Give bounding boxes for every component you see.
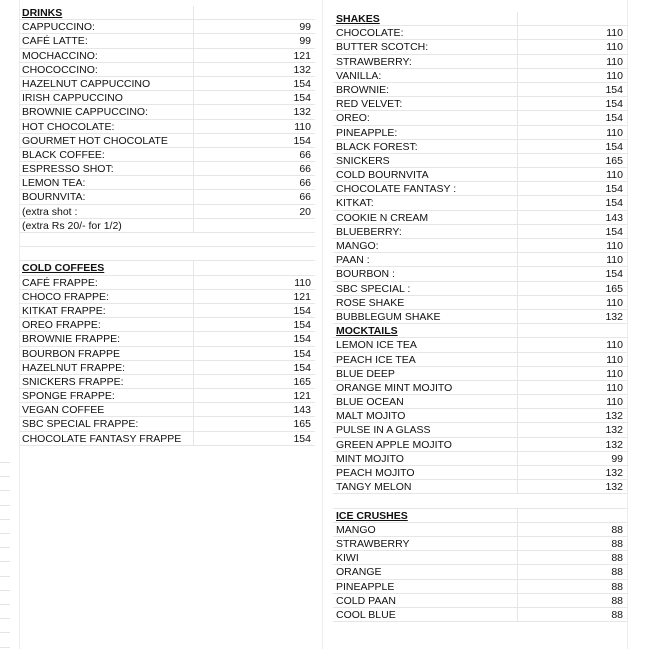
- menu-item-row: [333, 211, 627, 225]
- item-name: COOL BLUE: [336, 608, 396, 621]
- item-price: 165: [293, 418, 311, 431]
- item-name: BOURNVITA:: [22, 191, 86, 204]
- item-name: KITKAT:: [336, 197, 374, 210]
- menu-item-row: [19, 205, 315, 219]
- item-price: 110: [606, 27, 623, 40]
- menu-item-row: [333, 140, 627, 154]
- item-name: PINEAPPLE:: [336, 126, 398, 139]
- section-header: [333, 509, 627, 523]
- item-price: 154: [605, 197, 623, 210]
- item-name: BLACK COFFEE:: [22, 148, 105, 161]
- section-title: SHAKES: [336, 13, 380, 25]
- item-price: 88: [611, 523, 623, 536]
- menu-item-row: [333, 196, 627, 210]
- item-price: 132: [605, 438, 623, 451]
- section-title: MOCKTAILS: [336, 325, 398, 338]
- item-price: 154: [293, 432, 311, 445]
- item-price: 154: [605, 140, 623, 153]
- item-price: 154: [605, 268, 623, 281]
- menu-item-row: [19, 105, 315, 119]
- menu-item-row: [333, 310, 627, 324]
- menu-item-row: [19, 219, 315, 233]
- item-name: BLUE OCEAN: [336, 396, 404, 409]
- item-price: 132: [605, 424, 623, 437]
- item-price: 66: [299, 148, 311, 161]
- menu-item-row: [333, 395, 627, 409]
- item-price: 154: [605, 98, 623, 111]
- item-price: 121: [293, 49, 311, 62]
- item-price: 88: [611, 580, 623, 593]
- item-name: HAZELNUT FRAPPE:: [22, 361, 126, 374]
- item-name: COOKIE N CREAM: [336, 211, 429, 224]
- item-name: BLUEBERRY:: [336, 225, 402, 238]
- item-price: 110: [606, 55, 623, 68]
- item-price: 154: [605, 225, 623, 238]
- blank-row: [19, 233, 315, 247]
- column-divider: [627, 0, 628, 649]
- item-name: MANGO: [336, 523, 376, 536]
- menu-item-row: [333, 296, 627, 310]
- item-name: CHOCOLATE:: [336, 27, 404, 40]
- item-price: 66: [299, 163, 311, 176]
- item-price: 165: [293, 375, 311, 388]
- menu-item-row: [333, 580, 627, 594]
- item-name: CAFÉ LATTE:: [22, 35, 88, 48]
- menu-item-row: [333, 239, 627, 253]
- menu-item-row: [19, 176, 315, 190]
- section-title: ICE CRUSHES: [336, 509, 408, 522]
- item-name: PAAN :: [336, 254, 370, 267]
- menu-item-row: [333, 182, 627, 196]
- item-name: BROWNIE:: [336, 83, 390, 96]
- item-price: 88: [611, 608, 623, 621]
- item-name: SBC SPECIAL :: [336, 282, 411, 295]
- menu-item-row: [19, 63, 315, 77]
- menu-item-row: [19, 91, 315, 105]
- menu-item-row: [19, 190, 315, 204]
- item-name: STRAWBERRY:: [336, 55, 412, 68]
- menu-item-row: [333, 466, 627, 480]
- item-price: 132: [605, 481, 623, 494]
- item-name: ROSE SHAKE: [336, 296, 405, 309]
- item-price: 88: [611, 594, 623, 607]
- item-name: HOT CHOCOLATE:: [22, 120, 115, 133]
- left-menu-column: [19, 6, 315, 446]
- item-name: BLACK FOREST:: [336, 140, 418, 153]
- menu-item-row: [333, 338, 627, 352]
- item-name: CAPPUCCINO:: [22, 21, 95, 34]
- item-price: 66: [299, 177, 311, 190]
- item-name: ORANGE MINT MOJITO: [336, 381, 453, 394]
- item-price: 110: [606, 296, 623, 309]
- item-name: LEMON ICE TEA: [336, 339, 417, 352]
- blank-row: [333, 494, 627, 508]
- item-price: 154: [293, 347, 311, 360]
- item-name: BUTTER SCOTCH:: [336, 41, 429, 54]
- item-price: 88: [611, 566, 623, 579]
- menu-item-row: [333, 40, 627, 54]
- item-name: HAZELNUT CAPPUCCINO: [22, 77, 151, 90]
- item-name: CAFÉ FRAPPE:: [22, 276, 98, 289]
- menu-item-row: [333, 438, 627, 452]
- menu-item-row: [333, 367, 627, 381]
- item-price: 110: [294, 120, 311, 133]
- item-name: GREEN APPLE MOJITO: [336, 438, 452, 451]
- item-name: (extra shot :: [22, 205, 78, 218]
- item-price: 110: [606, 367, 623, 380]
- menu-item-row: [333, 608, 627, 622]
- menu-item-row: [19, 403, 315, 417]
- menu-item-row: [333, 282, 627, 296]
- item-price: 132: [605, 467, 623, 479]
- item-price: 110: [294, 276, 311, 289]
- item-price: 99: [611, 452, 623, 465]
- item-price: 143: [605, 211, 623, 224]
- menu-item-row: [19, 318, 315, 332]
- menu-item-row: [333, 594, 627, 608]
- menu-item-row: [333, 69, 627, 83]
- item-price: 165: [605, 154, 623, 167]
- menu-item-row: [19, 304, 315, 318]
- menu-item-row: [333, 168, 627, 182]
- menu-item-row: [333, 267, 627, 281]
- item-price: 110: [606, 353, 623, 366]
- blank-row: [19, 247, 315, 261]
- section-title: COLD COFFEES: [22, 262, 105, 275]
- item-price: 154: [293, 304, 311, 317]
- menu-item-row: [19, 134, 315, 148]
- item-name: VEGAN COFFEE: [22, 404, 105, 417]
- item-price: 110: [606, 126, 623, 139]
- item-name: BROWNIE FRAPPE:: [22, 333, 121, 346]
- item-price: 110: [606, 240, 623, 252]
- item-name: OREO FRAPPE:: [22, 319, 101, 332]
- item-name: PEACH MOJITO: [336, 467, 415, 479]
- menu-item-row: [19, 332, 315, 346]
- menu-item-row: [333, 83, 627, 97]
- item-price: 88: [611, 552, 623, 565]
- menu-item-row: [19, 432, 315, 446]
- item-price: 132: [605, 310, 623, 323]
- menu-item-row: [333, 381, 627, 395]
- section-header: [333, 12, 627, 26]
- item-name: COLD PAAN: [336, 594, 396, 607]
- section-header: [19, 261, 315, 275]
- column-divider: [322, 0, 323, 649]
- item-price: 132: [293, 63, 311, 76]
- item-name: CHOCOLATE FANTASY FRAPPE: [22, 432, 182, 445]
- menu-item-row: [19, 276, 315, 290]
- item-name: SNICKERS FRAPPE:: [22, 375, 124, 388]
- item-price: 165: [605, 282, 623, 295]
- menu-item-row: [19, 417, 315, 431]
- menu-item-row: [333, 480, 627, 494]
- item-price: 88: [611, 537, 623, 550]
- item-name: KITKAT FRAPPE:: [22, 304, 106, 317]
- item-price: 154: [293, 319, 311, 332]
- item-price: 154: [605, 83, 623, 96]
- item-price: 154: [293, 134, 311, 147]
- item-price: 66: [299, 191, 311, 204]
- item-name: (extra Rs 20/- for 1/2): [22, 219, 122, 232]
- item-price: 154: [293, 77, 311, 90]
- right-menu-column: [333, 12, 627, 622]
- section-title: DRINKS: [22, 7, 63, 19]
- item-price: 99: [299, 35, 311, 48]
- menu-item-row: [19, 20, 315, 34]
- item-name: MANGO:: [336, 240, 379, 252]
- item-price: 20: [299, 205, 311, 218]
- item-name: COLD BOURNVITA: [336, 169, 429, 182]
- item-name: OREO:: [336, 112, 370, 125]
- item-name: BOURBON FRAPPE: [22, 347, 121, 360]
- menu-item-row: [19, 389, 315, 403]
- item-name: MINT MOJITO: [336, 452, 404, 465]
- item-price: 121: [293, 390, 311, 403]
- item-name: SNICKERS: [336, 154, 390, 167]
- item-name: ESPRESSO SHOT:: [22, 163, 114, 176]
- item-price: 154: [293, 361, 311, 374]
- item-name: RED VELVET:: [336, 98, 403, 111]
- menu-item-row: [333, 523, 627, 537]
- section-header: [19, 6, 315, 20]
- menu-item-row: [19, 148, 315, 162]
- menu-item-row: [333, 423, 627, 437]
- item-price: 99: [299, 21, 311, 34]
- item-name: ORANGE: [336, 566, 382, 579]
- item-name: IRISH CAPPUCCINO: [22, 92, 123, 105]
- item-price: 110: [606, 41, 623, 54]
- item-name: PEACH ICE TEA: [336, 353, 416, 366]
- item-price: 110: [606, 69, 623, 82]
- menu-item-row: [333, 111, 627, 125]
- item-name: STRAWBERRY: [336, 537, 410, 550]
- menu-item-row: [333, 565, 627, 579]
- menu-item-row: [333, 26, 627, 40]
- menu-item-row: [19, 162, 315, 176]
- item-price: 121: [293, 290, 311, 303]
- menu-item-row: [19, 49, 315, 63]
- menu-item-row: [19, 361, 315, 375]
- item-price: 154: [605, 112, 623, 125]
- menu-item-row: [19, 375, 315, 389]
- item-name: BROWNIE CAPPUCCINO:: [22, 106, 149, 119]
- item-name: LEMON TEA:: [22, 177, 86, 190]
- item-name: CHOCOLATE FANTASY :: [336, 183, 457, 196]
- item-name: BOURBON :: [336, 268, 395, 281]
- item-name: PINEAPPLE: [336, 580, 395, 593]
- item-name: CHOCO FRAPPE:: [22, 290, 109, 303]
- menu-item-row: [333, 225, 627, 239]
- item-name: SBC SPECIAL FRAPPE:: [22, 418, 139, 431]
- item-name: PULSE IN A GLASS: [336, 424, 431, 437]
- item-price: 143: [293, 404, 311, 417]
- item-name: SPONGE FRAPPE:: [22, 390, 115, 403]
- menu-item-row: [333, 551, 627, 565]
- item-price: 154: [605, 183, 623, 196]
- item-name: TANGY MELON: [336, 481, 412, 494]
- section-header: [333, 324, 627, 338]
- item-name: BLUE DEEP: [336, 367, 395, 380]
- menu-item-row: [19, 347, 315, 361]
- item-price: 132: [605, 410, 623, 423]
- menu-item-row: [333, 154, 627, 168]
- menu-item-row: [19, 120, 315, 134]
- item-name: KIWI: [336, 552, 359, 565]
- item-price: 154: [293, 92, 311, 105]
- menu-item-row: [333, 253, 627, 267]
- menu-item-row: [333, 126, 627, 140]
- item-price: 110: [606, 396, 623, 409]
- item-name: CHOCOCCINO:: [22, 63, 98, 76]
- item-name: MOCHACCINO:: [22, 49, 98, 62]
- menu-item-row: [333, 452, 627, 466]
- menu-item-row: [333, 537, 627, 551]
- item-name: VANILLA:: [336, 69, 382, 82]
- menu-item-row: [19, 290, 315, 304]
- menu-item-row: [333, 353, 627, 367]
- menu-item-row: [19, 34, 315, 48]
- item-price: 110: [606, 381, 623, 394]
- item-name: GOURMET HOT CHOCOLATE: [22, 134, 168, 147]
- item-name: MALT MOJITO: [336, 410, 406, 423]
- item-price: 110: [606, 254, 623, 267]
- menu-item-row: [333, 409, 627, 423]
- menu-item-row: [333, 97, 627, 111]
- menu-item-row: [19, 77, 315, 91]
- menu-item-row: [333, 55, 627, 69]
- item-name: BUBBLEGUM SHAKE: [336, 310, 441, 323]
- item-price: 132: [293, 106, 311, 119]
- item-price: 110: [606, 339, 623, 352]
- item-price: 110: [606, 169, 623, 182]
- item-price: 154: [293, 333, 311, 346]
